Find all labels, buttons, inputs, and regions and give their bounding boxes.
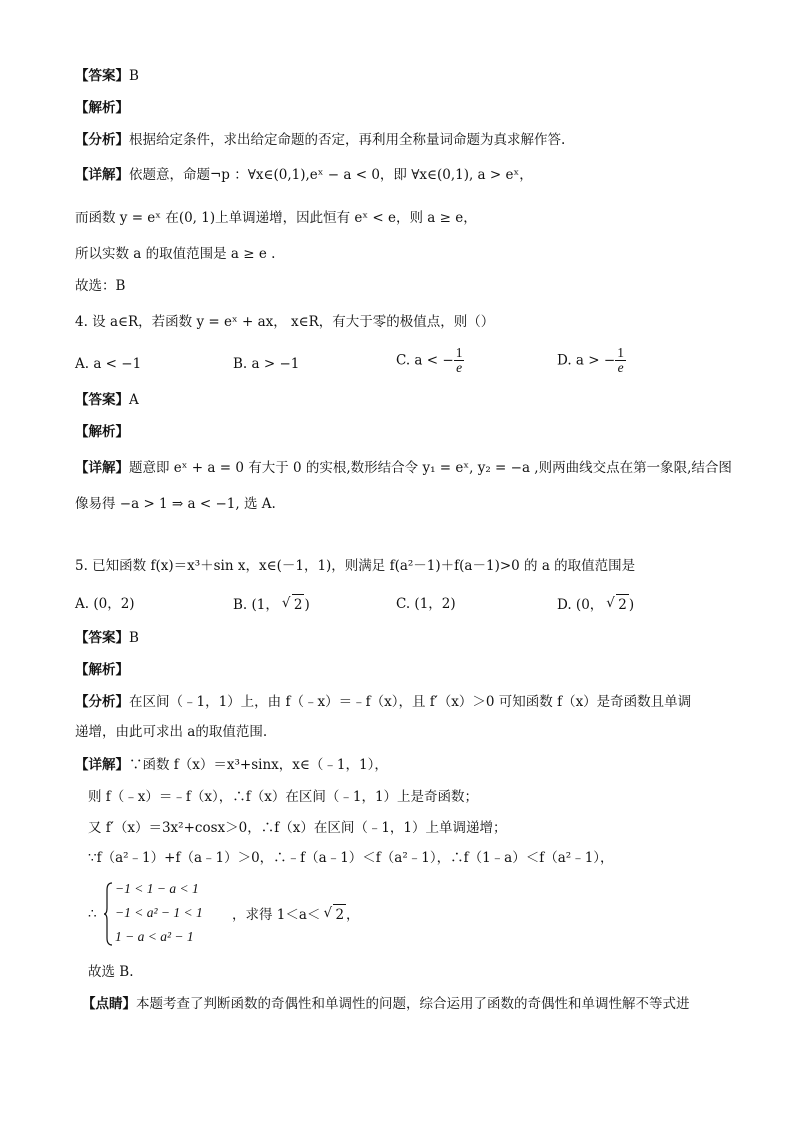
left-brace	[103, 882, 113, 946]
dianjing-text: 本题考查了判断函数的奇偶性和单调性的问题，综合运用了函数的奇偶性和单调性解不等式进	[136, 996, 690, 1012]
q4-option-b: B. a > −1	[233, 356, 300, 372]
conclusion: 故选：B	[75, 278, 126, 294]
result-suffix: ，	[346, 907, 360, 923]
detail-line: 像易得 −a > 1 ⇒ a < −1, 选 A.	[75, 496, 276, 512]
fenxi-row	[75, 130, 565, 150]
analysis-label: 【解析】	[75, 100, 129, 116]
sqrt: √ 2	[333, 904, 346, 925]
q4-option-d-text: D. a > −	[557, 352, 616, 369]
q5-option-b-text: B. (1，	[233, 597, 279, 613]
q5-option-c: C. (1，2)	[396, 596, 456, 612]
q4-option-a: A. a < −1	[75, 356, 142, 372]
detail-label: 【详解】	[75, 757, 129, 773]
detail-line: ∵函数 f（x）＝x³+sinx，x∈（﹣1，1），	[129, 757, 388, 773]
system-line-2: −1 < a² − 1 < 1	[115, 905, 203, 920]
close-paren: )	[628, 597, 635, 613]
detail-line: 又 f′（x）＝3x²+cosx＞0，∴f（x）在区间（﹣1，1）上单调递增；	[88, 820, 507, 836]
fraction-denominator: e	[617, 360, 624, 375]
answer-label: 【答案】	[75, 392, 129, 408]
detail-line: 而函数 y = eˣ 在(0, 1)上单调递增，因此恒有 eˣ < e，则 a ≥ e，	[75, 210, 477, 226]
fraction	[454, 346, 465, 375]
close-paren: )	[304, 597, 310, 613]
detail-label: 【详解】	[75, 167, 129, 183]
q5-option-b	[233, 594, 310, 615]
conclusion: 故选 B.	[88, 964, 134, 980]
fenxi-text: 递增，由此可求出 a的取值范围.	[75, 724, 268, 740]
detail-line: 则 f（﹣x）＝﹣f（x），∴f（x）在区间（﹣1，1）上是奇函数；	[88, 789, 479, 805]
question-5-stem: 5. 已知函数 f(x)＝x³＋sin x，x∈(－1，1)，则满足 f(a²－1)＋f(a－1)>0 的 a 的取值范围是	[75, 558, 636, 574]
answer-value: B	[129, 630, 139, 646]
answer-value: B	[129, 68, 139, 84]
detail-row	[75, 458, 732, 478]
q4-option-c-text: C. a < −	[396, 352, 454, 369]
answer-row	[75, 628, 139, 648]
fraction-denominator: e	[456, 360, 463, 375]
answer-value: A	[129, 392, 139, 408]
detail-line: ∵f（a²﹣1）+f（a﹣1）＞0，∴﹣f（a﹣1）＜f（a²﹣1），∴f（1﹣a）＜f（a²﹣1），	[88, 850, 614, 866]
fraction-numerator: 1	[617, 345, 624, 360]
system-result	[232, 904, 360, 925]
detail-label: 【详解】	[75, 460, 129, 476]
q5-option-d	[557, 594, 634, 615]
fenxi-row	[75, 692, 691, 712]
fraction-numerator: 1	[455, 345, 463, 360]
system-line-1: −1 < 1 − a < 1	[115, 881, 199, 896]
fraction	[615, 346, 626, 375]
detail-row	[75, 165, 533, 185]
fenxi-text: 在区间（﹣1，1）上，由 f（﹣x）＝﹣f（x），且 f′（x）＞0 可知函数 f（x）是奇函数且单调	[129, 694, 692, 710]
dianjing-label: 【点睛】	[82, 996, 136, 1012]
fenxi-label: 【分析】	[75, 694, 129, 710]
answer-row	[75, 390, 139, 410]
detail-line: 依题意，命题¬p ：∀x∈(0,1),eˣ − a < 0，即 ∀x∈(0,1), a > eˣ，	[129, 167, 533, 183]
q4-option-d	[557, 346, 626, 375]
question-4-stem: 4. 设 a∈R，若函数 y = eˣ + ax， x∈R，有大于零的极值点，则（）	[75, 314, 495, 330]
answer-label: 【答案】	[75, 630, 129, 646]
detail-line: 所以实数 a 的取值范围是 a ≥ e .	[75, 246, 276, 262]
detail-line: 题意即 eˣ + a = 0 有大于 0 的实根,数形结合令 y₁ = eˣ, y₂ = −a ,则两曲线交点在第一象限,结合图	[129, 460, 732, 476]
q5-option-a: A. (0，2)	[75, 596, 135, 612]
analysis-label: 【解析】	[75, 662, 129, 678]
detail-row	[75, 755, 388, 775]
sqrt: √ 2	[616, 594, 629, 615]
result-text: ，求得 1＜a＜	[232, 907, 321, 923]
answer-row	[75, 66, 139, 86]
fenxi-label: 【分析】	[75, 132, 129, 148]
system-line-3: 1 − a < a² − 1	[115, 929, 194, 944]
q5-option-d-text: D. (0，	[557, 597, 604, 613]
answer-label: 【答案】	[75, 68, 129, 84]
therefore-symbol: ∴	[88, 906, 97, 922]
dianjing-row	[82, 994, 690, 1014]
fenxi-text: 根据给定条件，求出给定命题的否定，再利用全称量词命题为真求解作答.	[129, 132, 566, 148]
q4-option-c	[396, 346, 464, 375]
sqrt: √ 2	[292, 594, 305, 615]
analysis-label: 【解析】	[75, 424, 129, 440]
